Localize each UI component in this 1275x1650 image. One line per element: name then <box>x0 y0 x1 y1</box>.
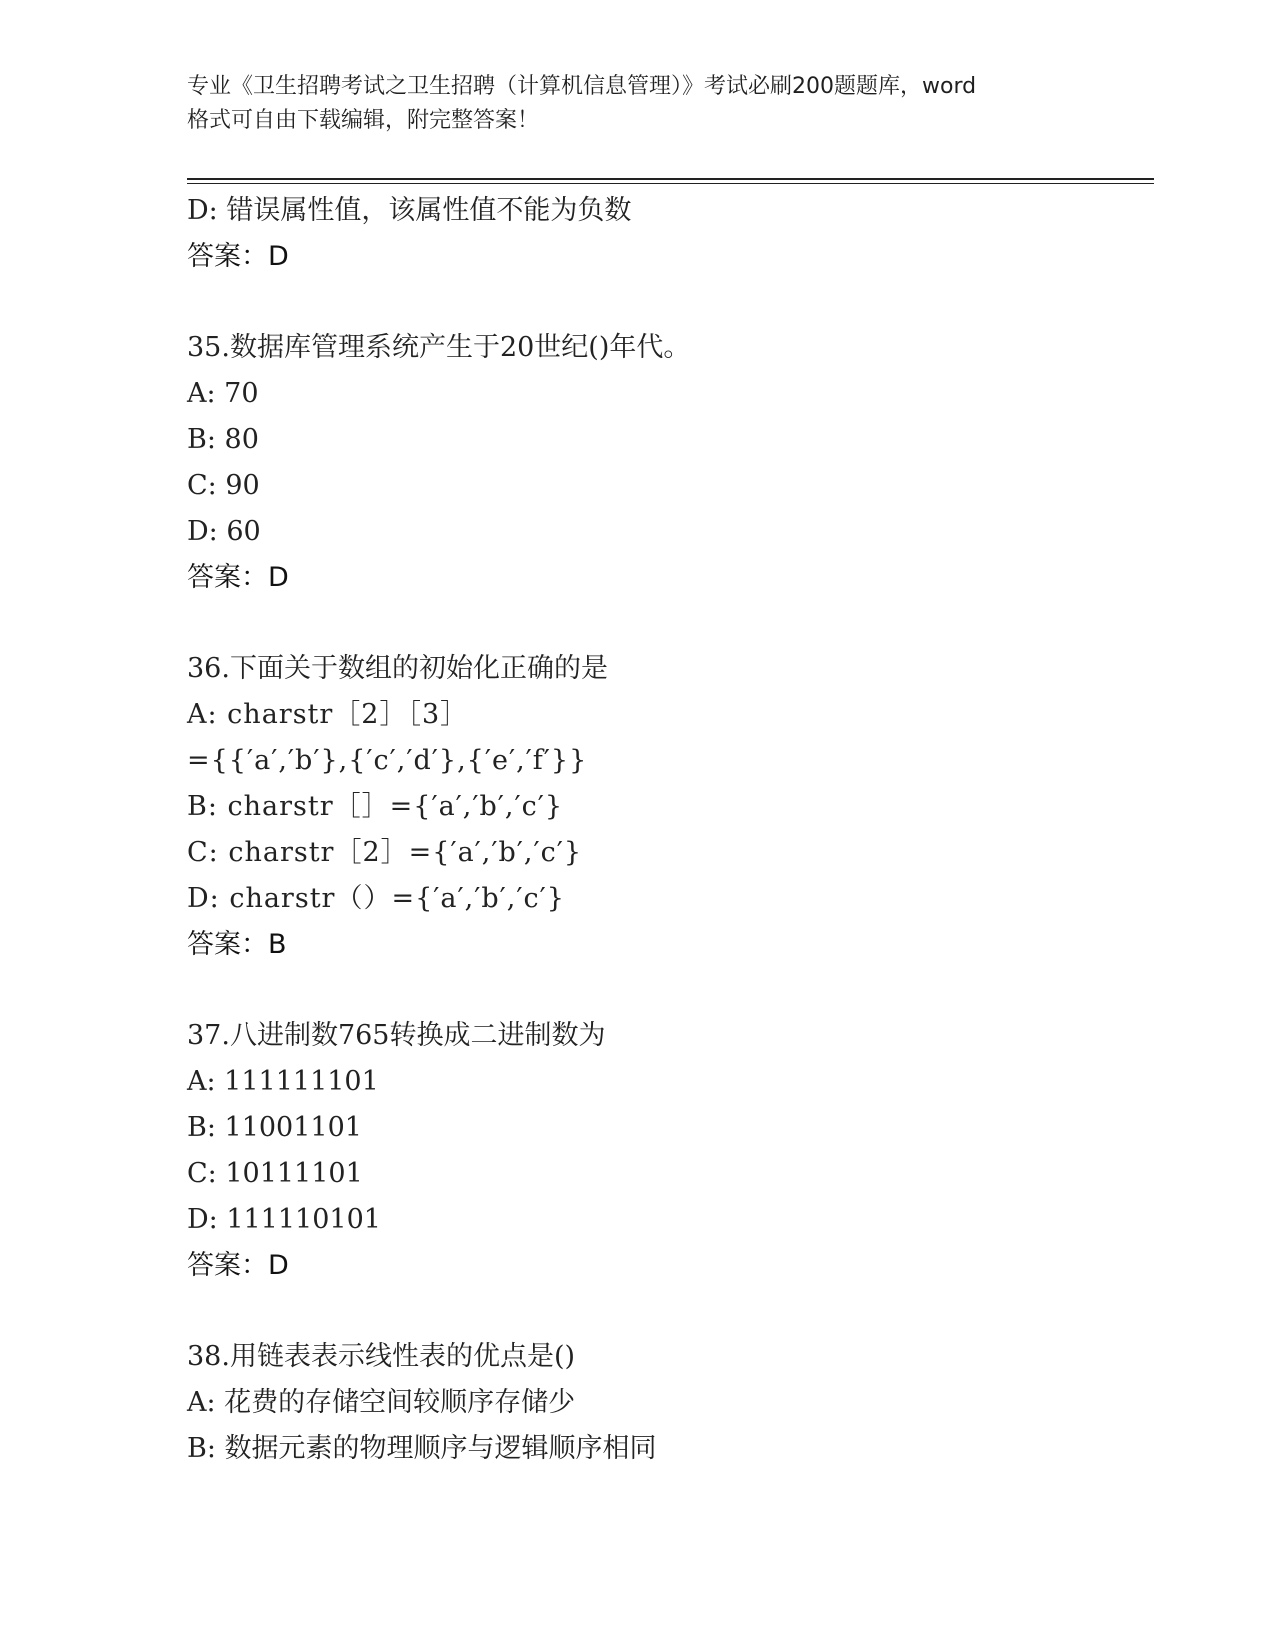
q36-stem: 36.下面关于数组的初始化正确的是 <box>187 653 608 684</box>
q36-option-b: B: charstr［］={′a′,′b′,′c′} <box>187 791 564 822</box>
q35-option-c: C: 90 <box>187 470 260 501</box>
q37-option-d: D: 111110101 <box>187 1204 381 1235</box>
q35-option-d: D: 60 <box>187 516 261 547</box>
q38-option-a: A: 花费的存储空间较顺序存储少 <box>187 1387 576 1418</box>
q36-option-a-line-1: A: charstr［2］［3］ <box>187 699 469 730</box>
q38-option-b: B: 数据元素的物理顺序与逻辑顺序相同 <box>187 1433 657 1464</box>
spacer <box>187 601 1147 646</box>
spacer <box>187 280 1147 325</box>
prev-answer: 答案：D <box>187 241 289 272</box>
q37-answer: 答案：D <box>187 1250 289 1281</box>
q36-option-d: D: charstr（）={′a′,′b′,′c′} <box>187 883 565 914</box>
header-line-2: 格式可自由下载编辑，附完整答案！ <box>187 108 540 133</box>
question-list <box>187 188 1147 1472</box>
spacer <box>187 1289 1147 1334</box>
header-line-1: 专业《卫生招聘考试之卫生招聘（计算机信息管理）》考试必刷200题题库，word <box>187 74 977 99</box>
q37-option-a: A: 111111101 <box>187 1066 379 1097</box>
q38-stem: 38.用链表表示线性表的优点是() <box>187 1341 576 1372</box>
header-rule-thick <box>187 178 1154 180</box>
document-header <box>187 70 1087 138</box>
prev-option-d: D: 错误属性值，该属性值不能为负数 <box>187 195 632 226</box>
q36-option-a-line-2: ={{′a′,′b′},{′c′,′d′},{′e′,′f′}} <box>187 745 588 776</box>
header-rule-thin <box>187 183 1154 184</box>
q37-option-c: C: 10111101 <box>187 1158 363 1189</box>
q37-option-b: B: 11001101 <box>187 1112 362 1143</box>
q35-answer: 答案：D <box>187 562 289 593</box>
spacer <box>187 968 1147 1013</box>
q35-stem: 35.数据库管理系统产生于20世纪()年代。 <box>187 332 691 363</box>
q35-option-a: A: 70 <box>187 378 259 409</box>
q36-option-c: C: charstr［2］={′a′,′b′,′c′} <box>187 837 583 868</box>
q35-option-b: B: 80 <box>187 424 259 455</box>
q36-answer: 答案：B <box>187 929 287 960</box>
q37-stem: 37.八进制数765转换成二进制数为 <box>187 1020 606 1051</box>
